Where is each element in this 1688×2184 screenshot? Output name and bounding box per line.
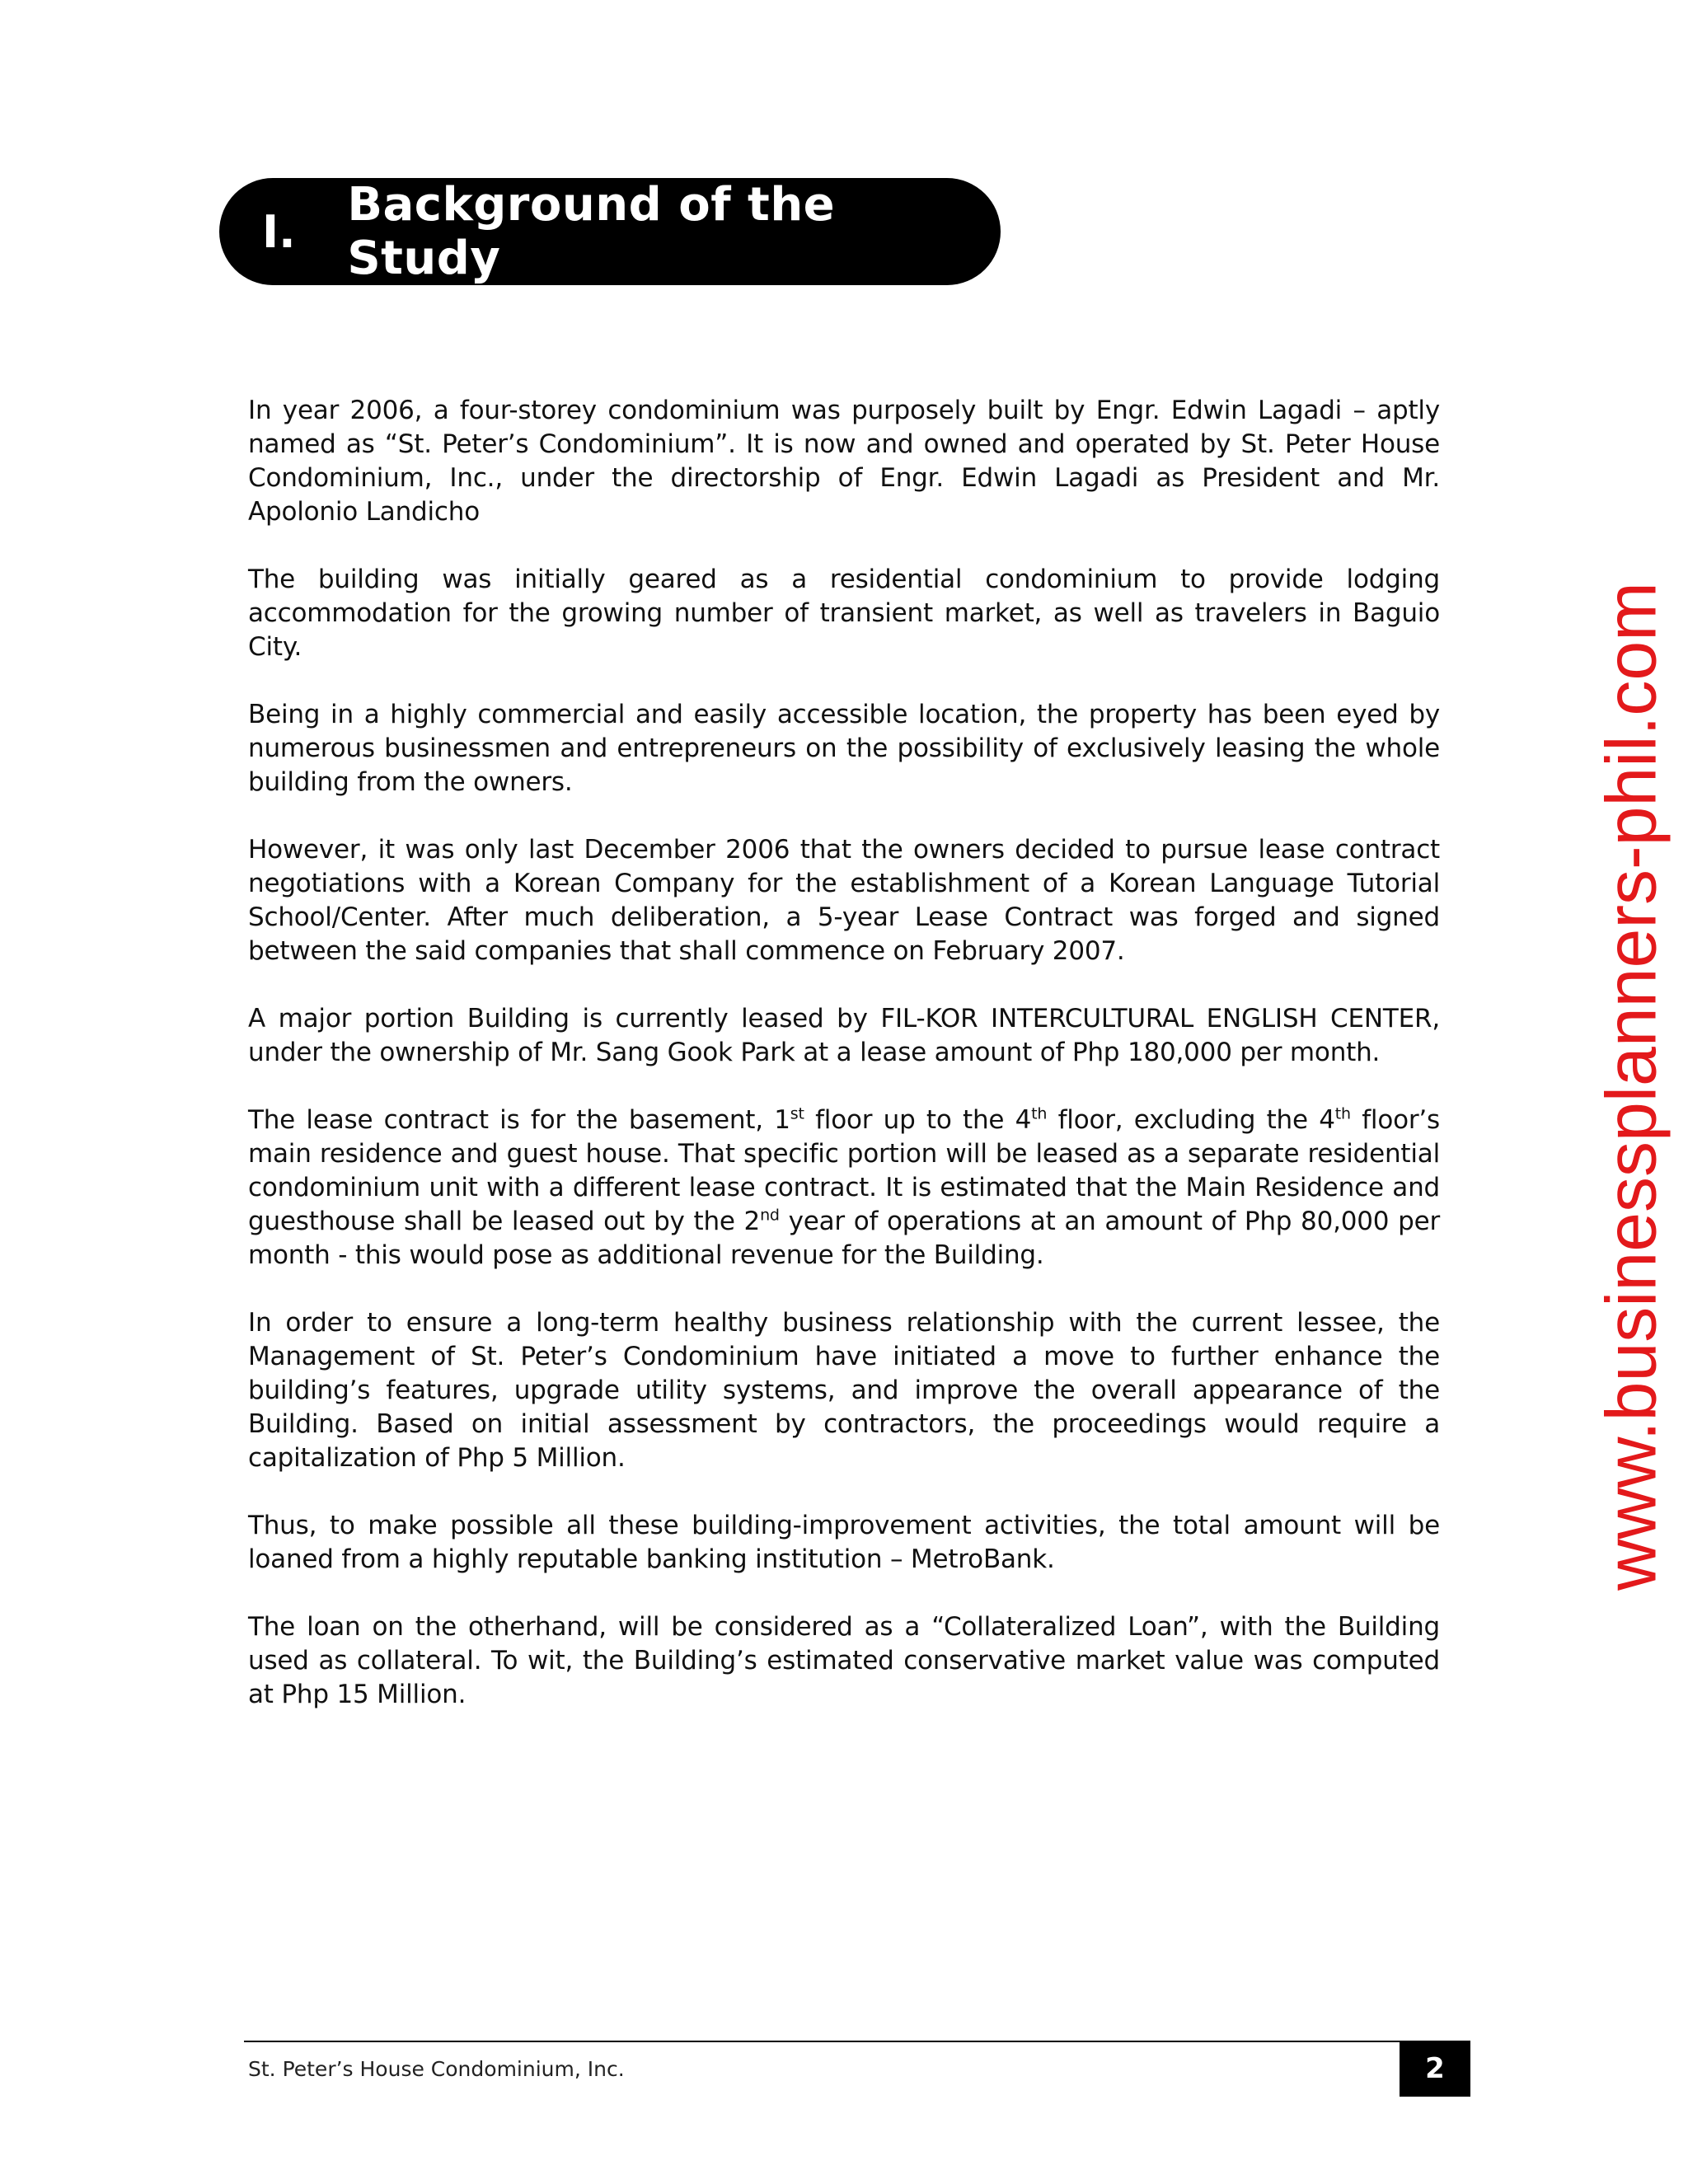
- paragraph-8: Thus, to make possible all these building-improvement activities, the total amount will be loaned from a highly reputable banking institution – MetroBank.: [248, 1511, 1440, 1574]
- page-number: 2: [1400, 2041, 1470, 2097]
- paragraph-2: The building was initially geared as a residential condominium to provide lodging accommodation for the growing number of transient market, as well as travelers in Baguio City.: [248, 565, 1440, 662]
- ordinal-suffix: st: [790, 1104, 804, 1123]
- ordinal-suffix: th: [1031, 1104, 1048, 1123]
- paragraph-5: A major portion Building is currently leased by FIL-KOR INTERCULTURAL ENGLISH CENTER, under the ownership of Mr. Sang Gook Park at a lease amount of Php 180,000 per month.: [248, 1004, 1440, 1067]
- paragraph-3: Being in a highly commercial and easily accessible location, the property has been eyed by numerous businessmen and entrepreneurs on the possibility of exclusively leasing the whole building from the owners.: [248, 700, 1440, 797]
- footer-divider: [244, 2041, 1400, 2042]
- paragraph-7: In order to ensure a long-term healthy business relationship with the current lessee, the Management of St. Peter’s Condominium have initiated a move to further enhance the building’s features, upgrade utility systems, and improve the overall appearance of the Building. Based on initial assessment by contractors, the proceedings would require a capitalization of Php 5 Million.: [248, 1308, 1440, 1473]
- section-number: I.: [262, 205, 296, 258]
- ordinal-suffix: th: [1334, 1104, 1351, 1123]
- paragraph-4: However, it was only last December 2006 that the owners decided to pursue lease contract negotiations with a Korean Company for the establishment of a Korean Language Tutorial School/Center. After much deliberation, a 5-year Lease Contract was forged and signed between the said companies that shall commence on February 2007.: [248, 835, 1440, 966]
- paragraph-6-text-2: floor up to the 4: [804, 1105, 1032, 1135]
- paragraph-6-text-3: floor, excluding the 4: [1047, 1105, 1335, 1135]
- paragraph-1: In year 2006, a four-storey condominium was purposely built by Engr. Edwin Lagadi – aptly named as “St. Peter’s Condominium”. It is now and owned and operated by St. Peter House Condominium, Inc., under the directorship of Engr. Edwin Lagadi as President and Mr. Apolonio Landicho: [248, 396, 1440, 527]
- website-watermark: www.businessplanners-phil.com: [1592, 582, 1672, 1591]
- section-title: Background of the Study: [347, 178, 836, 285]
- paragraph-9: The loan on the otherhand, will be considered as a “Collateralized Loan”, with the Building used as collateral. To wit, the Building’s estimated conservative market value was computed at Php 15 Million.: [248, 1612, 1440, 1709]
- paragraph-6: [248, 1104, 1440, 1272]
- section-title-banner: [219, 178, 1001, 285]
- ordinal-suffix: nd: [760, 1206, 780, 1225]
- paragraph-6-text-5: year of operations at an amount of Php 80,000 per month - this would pose as additional revenue for the Building.: [248, 1207, 1440, 1270]
- paragraph-6-text-4: floor’s main residence and guest house. That specific portion will be leased as a separate residential condominium unit with a different lease contract. It is estimated that the Main Residence and guesthouse shall be leased out by the 2: [248, 1105, 1441, 1236]
- paragraph-6-text-1: The lease contract is for the basement, 1: [248, 1105, 790, 1135]
- footer-company-name: St. Peter’s House Condominium, Inc.: [248, 2057, 625, 2081]
- document-body: [248, 394, 1440, 1746]
